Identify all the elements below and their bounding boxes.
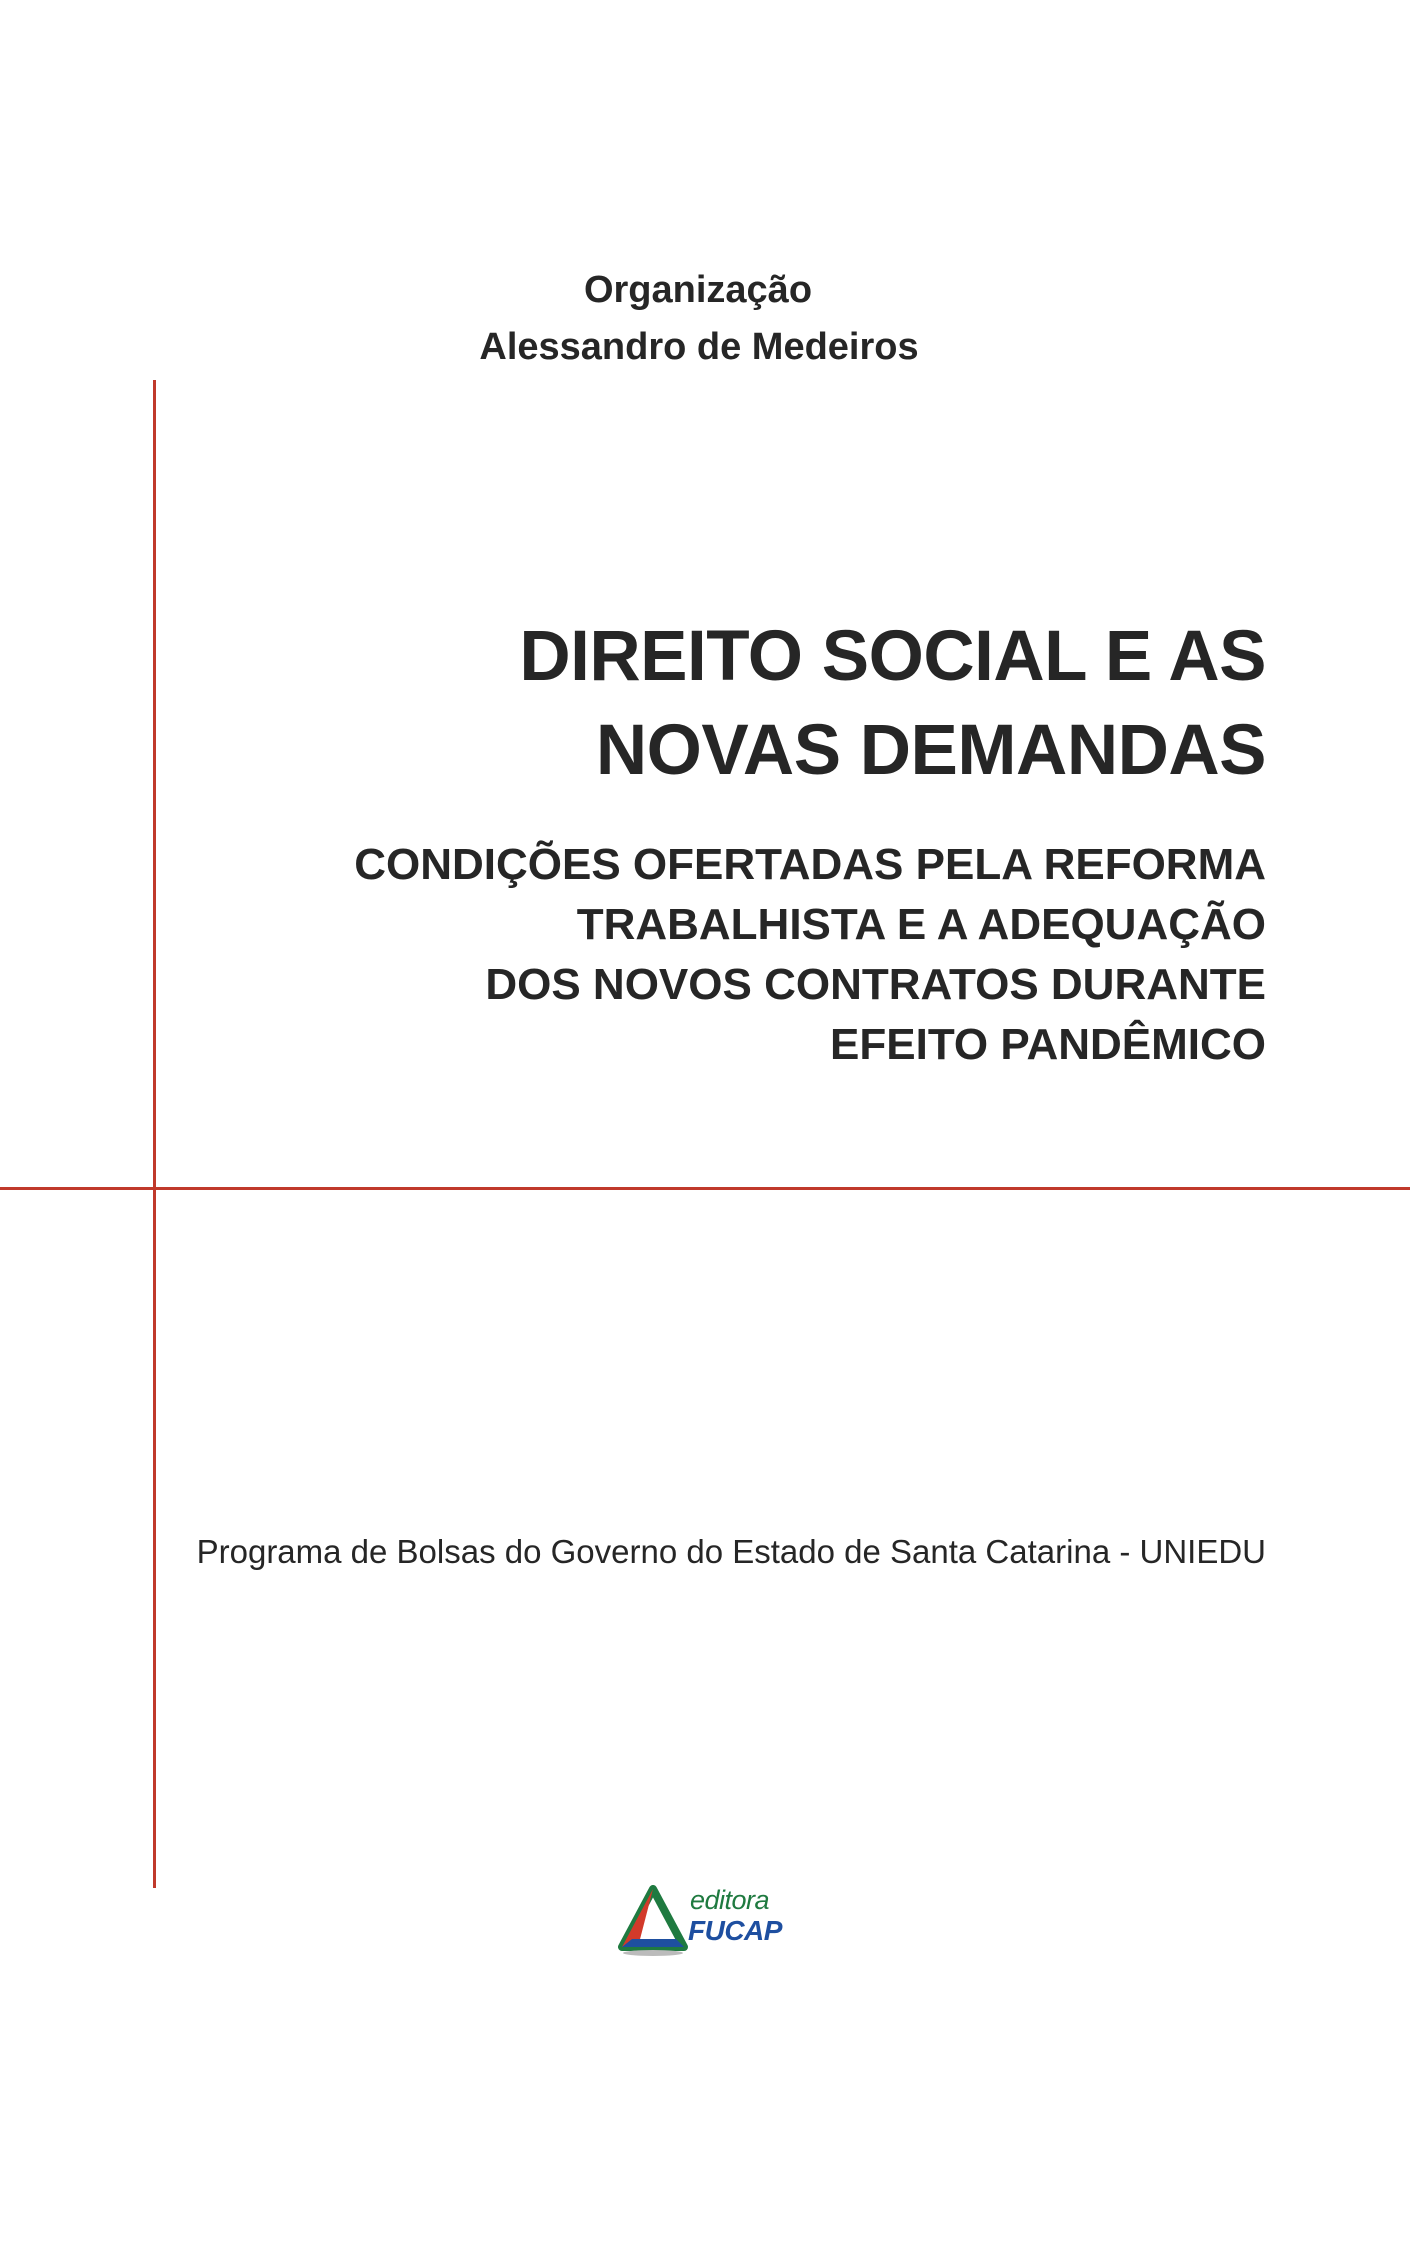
publisher-name-fucap: FUCAP (688, 1915, 782, 1946)
organizer-name: Alessandro de Medeiros (479, 326, 919, 368)
book-title (519, 610, 1266, 798)
book-subtitle (354, 835, 1266, 1075)
organization-block (0, 262, 1410, 376)
organization-label: Organização (583, 269, 813, 311)
title-line-2: NOVAS DEMANDAS (595, 711, 1266, 790)
title-line-1: DIREITO SOCIAL E AS (519, 617, 1266, 696)
publisher-name-editora: editora (690, 1885, 770, 1915)
vertical-red-line (153, 380, 156, 1888)
horizontal-red-line (0, 1187, 1410, 1190)
subtitle-line-4: EFEITO PANDÊMICO (830, 1020, 1266, 1069)
subtitle-line-3: DOS NOVOS CONTRATOS DURANTE (485, 960, 1266, 1009)
subtitle-line-2: TRABALHISTA E A ADEQUAÇÃO (576, 900, 1266, 949)
triangle-logo-icon (618, 1885, 688, 1957)
subtitle-line-1: CONDIÇÕES OFERTADAS PELA REFORMA (354, 840, 1266, 889)
publisher-logo (618, 1885, 798, 1957)
program-note: Programa de Bolsas do Governo do Estado de Santa Catarina - UNIEDU (196, 1533, 1266, 1570)
